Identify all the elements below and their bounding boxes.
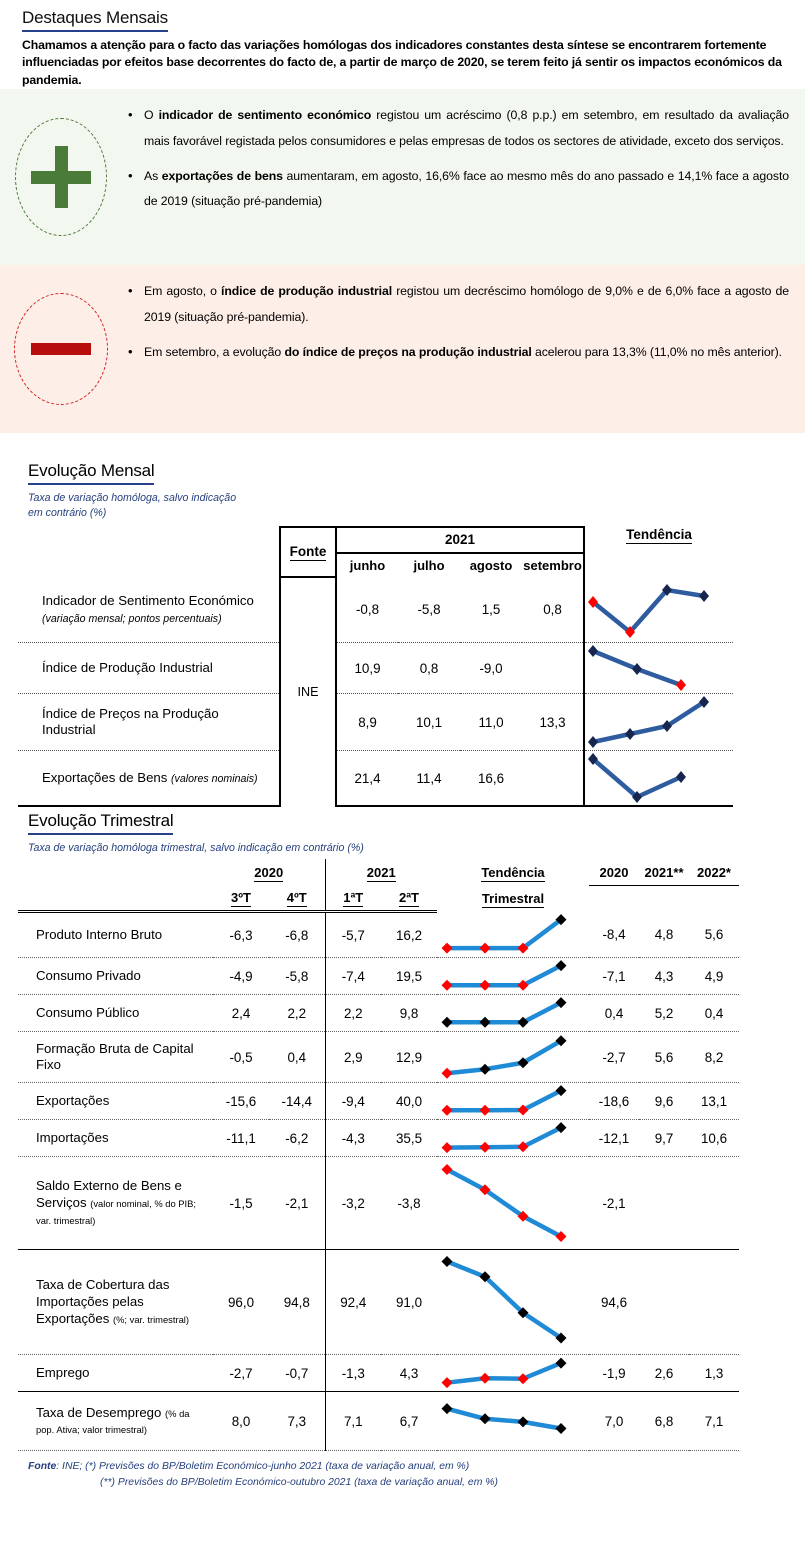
sparkline-5 (437, 1120, 589, 1156)
quarterly-section-header (0, 811, 805, 855)
table-cell: 0,4 (269, 1032, 325, 1083)
table-row-label: Índice de Produção Industrial (18, 643, 280, 694)
table-cell: 4,3 (381, 1355, 437, 1392)
table-cell: -3,8 (381, 1157, 437, 1250)
table-cell: 7,1 (325, 1392, 381, 1451)
forecast-cell: 5,2 (639, 995, 689, 1032)
quarter-header: 2ªT (381, 885, 437, 911)
table-cell: 16,6 (460, 751, 522, 807)
table-cell (522, 751, 584, 807)
table-cell: 19,5 (381, 958, 437, 995)
table-cell (522, 643, 584, 694)
sparkline-prices (585, 694, 733, 750)
table-cell: 96,0 (213, 1250, 269, 1355)
sparkline-cell (437, 958, 589, 995)
list-item: • As exportações de bens aumentaram, em agosto, 16,6% face ao mesmo mês do ano passado e 14,1% face a agosto de 2019 (situação pré-pandemia) (122, 164, 789, 214)
table-row-label: Taxa de Cobertura das Importações pelas Exportações (%; var. trimestral) (18, 1250, 213, 1355)
table-cell: 2,9 (325, 1032, 381, 1083)
table-cell: -1,3 (325, 1355, 381, 1392)
table-row-label: Emprego (18, 1355, 213, 1392)
month-header: agosto (469, 557, 513, 573)
table-row (18, 1083, 739, 1120)
table-row (18, 911, 739, 958)
quarterly-table-wrap (0, 859, 805, 1451)
table-row-label: Consumo Privado (18, 958, 213, 995)
forecast-header: 2021** (639, 859, 689, 885)
forecast-cell: 5,6 (689, 911, 739, 958)
positive-badge-cell (0, 89, 122, 265)
forecast-cell (639, 1250, 689, 1355)
table-row (18, 1032, 739, 1083)
table-row-label: Formação Bruta de Capital Fixo (18, 1032, 213, 1083)
forecast-cell: 10,6 (689, 1120, 739, 1157)
quarterly-trend-header-1: Tendência (481, 864, 545, 880)
footnote-line1: : INE; (*) Previsões do BP/Boletim Económico-junho 2021 (taxa de variação anual, em %) (56, 1461, 470, 1473)
plus-icon (15, 118, 107, 236)
forecast-cell: -8,4 (589, 911, 639, 958)
footnote-line2: (**) Previsões do BP/Boletim Económico-outubro 2021 (taxa de variação anual, em %) (100, 1477, 498, 1489)
table-cell: 10,9 (336, 643, 398, 694)
table-cell: -5,8 (269, 958, 325, 995)
table-cell: 92,4 (325, 1250, 381, 1355)
table-cell: 2,2 (269, 995, 325, 1032)
sparkline-cell (437, 995, 589, 1032)
sparkline-2 (437, 995, 589, 1031)
table-cell: 6,7 (381, 1392, 437, 1451)
sparkline-cell (437, 1250, 589, 1355)
forecast-cell (689, 1250, 739, 1355)
monthly-trend-header: Tendência (626, 526, 692, 542)
sparkline-7 (437, 1250, 589, 1354)
table-cell: -2,7 (213, 1355, 269, 1392)
forecast-cell: 13,1 (689, 1083, 739, 1120)
table-cell: -4,9 (213, 958, 269, 995)
table-row-label: Exportações (18, 1083, 213, 1120)
list-item: • Em agosto, o índice de produção industrial registou um decréscimo homólogo de 9,0% e de 6,0% face a agosto de 2019 (situação pré-pandemia). (122, 279, 789, 329)
table-cell: 16,2 (381, 911, 437, 958)
month-header: junho (349, 557, 386, 573)
table-row-label: Importações (18, 1120, 213, 1157)
table-cell: -9,4 (325, 1083, 381, 1120)
sparkline-production (585, 643, 733, 693)
table-cell: 2,2 (325, 995, 381, 1032)
minus-icon (14, 293, 108, 405)
sparkline-cell (584, 751, 733, 807)
sparkline-cell (584, 643, 733, 694)
table-cell: 1,5 (460, 577, 522, 643)
forecast-cell: 4,9 (689, 958, 739, 995)
negative-callout (0, 265, 805, 433)
forecast-cell (689, 1157, 739, 1250)
sparkline-cell (437, 1032, 589, 1083)
forecast-cell: 7,1 (689, 1392, 739, 1451)
sparkline-cell (437, 1355, 589, 1392)
monthly-table (18, 526, 733, 808)
table-cell: -0,8 (336, 577, 398, 643)
quarterly-year-2021: 2021 (325, 859, 437, 885)
table-cell: 12,9 (381, 1032, 437, 1083)
table-row-label: Exportações de Bens (valores nominais) (18, 751, 280, 807)
forecast-cell: 4,3 (639, 958, 689, 995)
table-cell: 0,8 (398, 643, 460, 694)
forecast-cell: -2,1 (589, 1157, 639, 1250)
table-cell: -6,2 (269, 1120, 325, 1157)
quarter-header: 4ºT (269, 885, 325, 911)
table-cell: -6,3 (213, 911, 269, 958)
sparkline-4 (437, 1083, 589, 1119)
table-row (18, 1157, 739, 1250)
forecast-header: 2022* (689, 859, 739, 885)
table-cell: 11,0 (460, 694, 522, 751)
forecast-cell: 1,3 (689, 1355, 739, 1392)
table-cell: 9,8 (381, 995, 437, 1032)
monthly-source-header: Fonte (289, 544, 327, 560)
quarterly-year-2020: 2020 (254, 864, 284, 880)
sparkline-cell (437, 911, 589, 958)
monthly-subtitle: Taxa de variação homóloga, salvo indicação em contrário (%) (28, 492, 237, 519)
table-row (18, 1392, 739, 1451)
positive-callout (0, 89, 805, 265)
forecast-cell: 5,6 (639, 1032, 689, 1083)
table-row-label: Taxa de Desemprego (% da pop. Ativa; valor trimestral) (18, 1392, 213, 1451)
sparkline-cell (437, 1392, 589, 1451)
table-row (18, 1120, 739, 1157)
forecast-cell: 4,8 (639, 911, 689, 958)
monthly-section-header (0, 461, 805, 520)
table-cell: 91,0 (381, 1250, 437, 1355)
table-cell: 94,8 (269, 1250, 325, 1355)
sparkline-0 (437, 911, 589, 957)
forecast-cell: 94,6 (589, 1250, 639, 1355)
table-cell: 13,3 (522, 694, 584, 751)
table-row-label: Consumo Público (18, 995, 213, 1032)
page-title: Destaques Mensais (22, 8, 168, 32)
table-cell: 10,1 (398, 694, 460, 751)
monthly-title: Evolução Mensal (28, 461, 154, 485)
sparkline-cell (437, 1157, 589, 1250)
sparkline-cell (437, 1083, 589, 1120)
sparkline-cell (584, 577, 733, 643)
table-row (18, 1355, 739, 1392)
table-cell: -0,7 (269, 1355, 325, 1392)
quarterly-table (18, 859, 739, 1451)
forecast-header: 2020 (589, 859, 639, 885)
sparkline-sentiment (585, 578, 733, 642)
forecast-cell: 6,8 (639, 1392, 689, 1451)
forecast-cell: 7,0 (589, 1392, 639, 1451)
sparkline-1 (437, 958, 589, 994)
quarterly-subtitle: Taxa de variação homóloga trimestral, salvo indicação em contrário (%) (28, 841, 364, 854)
monthly-table-wrap (0, 526, 805, 786)
table-cell: -4,3 (325, 1120, 381, 1157)
table-row (18, 995, 739, 1032)
sparkline-cell (437, 1120, 589, 1157)
table-cell: 35,5 (381, 1120, 437, 1157)
table-cell: -11,1 (213, 1120, 269, 1157)
table-cell: -5,7 (325, 911, 381, 958)
table-row-label: Produto Interno Bruto (18, 911, 213, 958)
table-row (18, 1250, 739, 1355)
forecast-cell: 2,6 (639, 1355, 689, 1392)
highlights-intro: Chamamos a atenção para o facto das variações homólogas dos indicadores constantes desta síntese se encontrarem fortemente influenciadas por efeitos base decorrentes do facto de, a partir de março de 2020, se terem feito já sentir os impactos económicos da pandemia. (22, 38, 782, 87)
quarterly-trend-header-2: Trimestral (481, 890, 545, 906)
table-cell: 0,8 (522, 577, 584, 643)
forecast-cell: 9,7 (639, 1120, 689, 1157)
list-item: • Em setembro, a evolução do índice de preços na produção industrial acelerou para 13,3% (11,0% no mês anterior). (122, 340, 789, 365)
month-header: setembro (522, 553, 584, 577)
positive-bullets (122, 89, 805, 265)
month-header: julho (413, 557, 445, 573)
table-cell: -2,1 (269, 1157, 325, 1250)
highlights-section (0, 0, 805, 89)
table-cell: -14,4 (269, 1083, 325, 1120)
table-row-label: Indicador de Sentimento Económico (variação mensal; pontos percentuais) (18, 577, 280, 643)
forecast-cell: -7,1 (589, 958, 639, 995)
table-cell: 8,9 (336, 694, 398, 751)
quarterly-title: Evolução Trimestral (28, 811, 173, 835)
monthly-year-header: 2021 (336, 527, 584, 553)
negative-bullets (122, 265, 805, 433)
table-cell: -7,4 (325, 958, 381, 995)
table-cell: -0,5 (213, 1032, 269, 1083)
quarter-header: 1ªT (325, 885, 381, 911)
table-cell: 7,3 (269, 1392, 325, 1451)
table-cell: 21,4 (336, 751, 398, 807)
table-cell: -15,6 (213, 1083, 269, 1120)
forecast-cell: -1,9 (589, 1355, 639, 1392)
forecast-cell: 0,4 (589, 995, 639, 1032)
footnote (0, 1459, 805, 1491)
forecast-cell: -18,6 (589, 1083, 639, 1120)
sparkline-8 (437, 1355, 589, 1391)
table-cell: -9,0 (460, 643, 522, 694)
table-row (18, 958, 739, 995)
sparkline-3 (437, 1032, 589, 1082)
sparkline-9 (437, 1392, 589, 1450)
forecast-cell: -2,7 (589, 1032, 639, 1083)
table-cell: -6,8 (269, 911, 325, 958)
forecast-cell (639, 1157, 689, 1250)
monthly-source-value: INE (280, 577, 336, 807)
table-cell: 11,4 (398, 751, 460, 807)
negative-badge-cell (0, 265, 122, 433)
forecast-cell: 8,2 (689, 1032, 739, 1083)
forecast-cell: -12,1 (589, 1120, 639, 1157)
table-cell: 40,0 (381, 1083, 437, 1120)
sparkline-exports (585, 751, 733, 805)
table-cell: 8,0 (213, 1392, 269, 1451)
list-item: • O indicador de sentimento económico registou um acréscimo (0,8 p.p.) em setembro, em resultado da avaliação mais favorável registada pelos consumidores e pelas empresas de todos os sectores de atividade, exceto dos serviços. (122, 103, 789, 153)
table-cell: -3,2 (325, 1157, 381, 1250)
sparkline-cell (584, 694, 733, 751)
quarter-header: 3ºT (213, 885, 269, 911)
footnote-label: Fonte (28, 1461, 57, 1473)
table-cell: -5,8 (398, 577, 460, 643)
table-cell: -1,5 (213, 1157, 269, 1250)
table-row-label: Saldo Externo de Bens e Serviços (valor nominal, % do PIB; var. trimestral) (18, 1157, 213, 1250)
forecast-cell: 0,4 (689, 995, 739, 1032)
table-row-label: Índice de Preços na Produção Industrial (18, 694, 280, 751)
table-cell: 2,4 (213, 995, 269, 1032)
forecast-cell: 9,6 (639, 1083, 689, 1120)
sparkline-6 (437, 1157, 589, 1249)
